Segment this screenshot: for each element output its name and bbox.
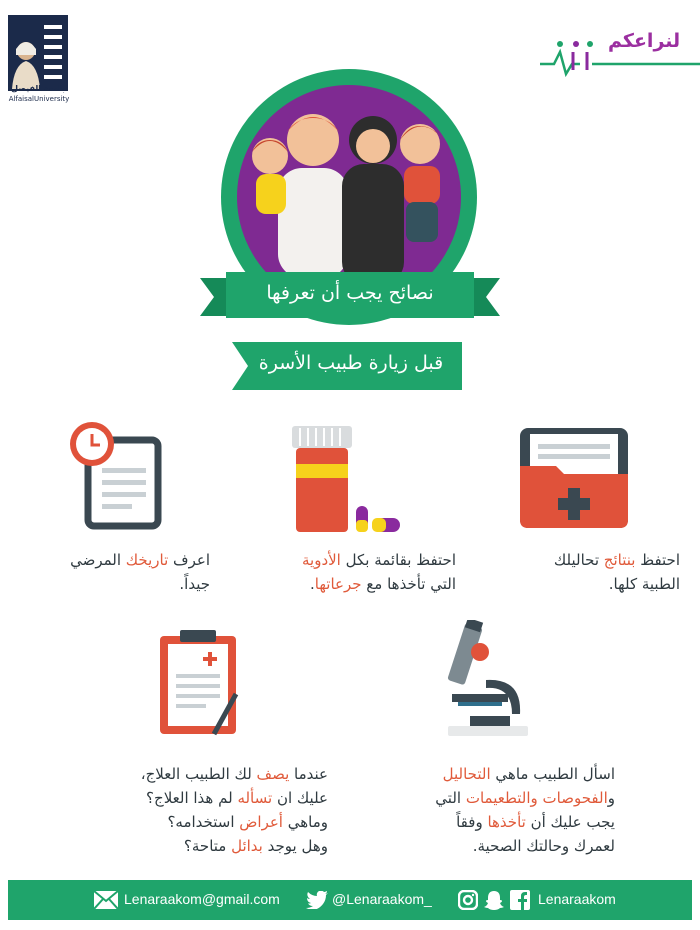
tip-lab-results <box>470 548 680 596</box>
tip-medications <box>236 548 456 596</box>
tip-text: اسأل الطبيب ماهي <box>490 765 615 783</box>
tip-text: . <box>310 575 315 593</box>
tip-text: الطبية كلها. <box>608 575 680 593</box>
twitter-icon <box>306 891 328 909</box>
tip-highlight-word: تسأله <box>237 789 273 807</box>
tip-text: وهل يوجد <box>262 837 328 855</box>
tip-highlight-word: الفحوصات والتطعيمات <box>465 789 608 807</box>
tip-text: احتفظ بقائمة بكل <box>340 551 456 569</box>
tip-highlight-word: جرعاتها <box>314 575 362 593</box>
tip-text: وماهي <box>282 813 328 831</box>
facebook-icon[interactable] <box>510 890 530 910</box>
tip-highlight-word: التحاليل <box>442 765 491 783</box>
tip-text: لعمرك وحالتك الصحية. <box>472 837 615 855</box>
tip-highlight-word: بنتائج <box>603 551 636 569</box>
footer-twitter-link[interactable]: @Lenaraakom_ <box>332 891 432 907</box>
tip-highlight-word: أعراض <box>239 813 283 831</box>
tip-text: عندما <box>289 765 328 783</box>
tip-text: التي <box>435 789 466 807</box>
tip-treatment-questions <box>58 762 328 858</box>
pill-bottle-icon <box>286 424 406 536</box>
instagram-icon[interactable] <box>458 890 478 910</box>
tip-highlight-word: تأخذها <box>487 813 526 831</box>
tip-highlight-word: الأدوية <box>301 551 341 569</box>
tip-highlight-word: بدائل <box>231 837 263 855</box>
title-line-2: قبل زيارة طبيب الأسرة <box>258 352 444 374</box>
tip-highlight-word: يصف <box>256 765 290 783</box>
university-name-arabic: جامعة الفيصل <box>11 84 67 93</box>
tip-highlight-word: تاريخك <box>125 551 169 569</box>
brand-name: لنراعكم <box>608 30 681 52</box>
footer-email-link[interactable]: Lenaraakom@gmail.com <box>124 891 280 907</box>
email-icon <box>94 891 118 909</box>
tip-text: و <box>607 789 615 807</box>
tip-text: المرضي <box>70 551 126 569</box>
tip-text: لم هذا العلاج؟ <box>146 789 238 807</box>
tip-text: عليك ان <box>272 789 328 807</box>
tip-text: تحاليلك <box>553 551 604 569</box>
microscope-icon <box>440 620 536 740</box>
tip-text: احتفظ <box>635 551 680 569</box>
snapchat-icon[interactable] <box>484 890 504 910</box>
tip-text: لك الطبيب العلاج، <box>140 765 257 783</box>
tip-text: اعرف <box>168 551 210 569</box>
tip-text: استخدامه؟ <box>167 813 240 831</box>
university-name-english: AlfaisalUniversity <box>8 95 70 103</box>
tip-text: متاحة؟ <box>183 837 232 855</box>
footer-social-handle[interactable]: Lenaraakom <box>538 891 616 907</box>
tip-text: جيداً. <box>179 575 210 593</box>
tip-text: يجب عليك أن <box>525 813 615 831</box>
tip-tests-vaccinations <box>355 762 615 858</box>
title-line-1: نصائح يجب أن تعرفها <box>266 282 434 304</box>
clipboard-icon <box>156 628 246 738</box>
tip-text: التي تأخذها مع <box>361 575 456 593</box>
tip-text: وفقاً <box>456 813 488 831</box>
clock-document-icon <box>66 418 162 530</box>
tip-medical-history <box>40 548 210 596</box>
medical-folder-icon <box>516 422 632 532</box>
